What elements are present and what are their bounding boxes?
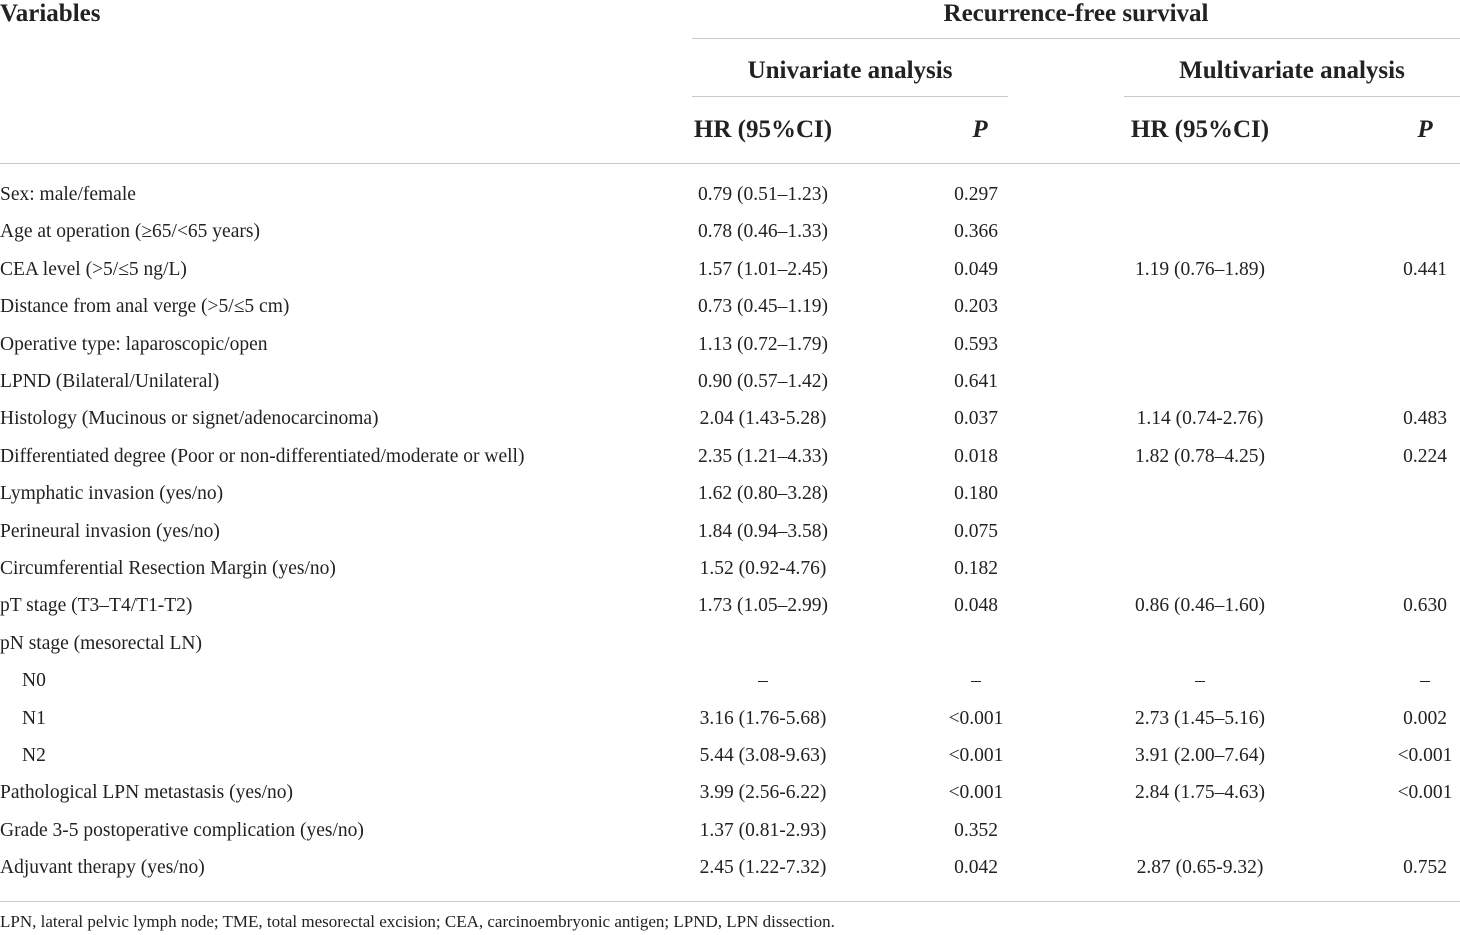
univariate-p-cell: –: [971, 670, 981, 692]
row-label: N0: [22, 670, 46, 692]
row-label: N2: [22, 745, 46, 766]
multivariate-p-cell: <0.001: [1397, 782, 1453, 804]
univariate-hr-cell: 2.04 (1.43-5.28): [699, 408, 827, 430]
row-label: Sex: male/female: [0, 184, 136, 205]
row-label: Distance from anal verge (>5/≤5 cm): [0, 296, 290, 318]
multivariate-hr-cell: 1.19 (0.76–1.89): [1135, 258, 1265, 280]
multivariate-hr-header: HR (95%CI): [1130, 116, 1270, 143]
univariate-p-header: P: [972, 116, 988, 143]
row-label: N1: [22, 707, 46, 729]
row-label: pT stage (T3–T4/T1-T2): [0, 595, 193, 617]
table-row: [0, 858, 1460, 895]
multivariate-p-cell: <0.001: [1397, 745, 1453, 766]
group-header: Recurrence-free survival: [943, 0, 1209, 27]
footnote: LPN, lateral pelvic lymph node; TME, total mesorectal excision; CEA, carcinoembryonic antigen; LPND, LPN dissection.: [0, 912, 835, 931]
row-label: Perineural invasion (yes/no): [0, 520, 220, 542]
univariate-hr-cell: 0.90 (0.57–1.42): [698, 371, 828, 392]
multivariate-hr-cell: –: [1195, 670, 1205, 692]
univariate-hr-cell: 2.35 (1.21–4.33): [698, 445, 828, 467]
table-row: [0, 821, 1460, 858]
univariate-hr-cell: 1.57 (1.01–2.45): [698, 258, 828, 280]
multivariate-p-cell: 0.752: [1403, 857, 1447, 879]
table-row: [0, 783, 1460, 820]
row-label: Lymphatic invasion (yes/no): [0, 483, 224, 505]
univariate-p-cell: 0.182: [954, 558, 998, 579]
univariate-p-cell: 0.297: [954, 184, 998, 205]
univariate-p-cell: 0.018: [954, 445, 998, 467]
row-label: Grade 3-5 postoperative complication (yes/no): [0, 819, 364, 841]
table-row: [0, 522, 1460, 559]
table-row: [0, 260, 1460, 297]
univariate-hr-cell: 5.44 (3.08-9.63): [699, 745, 827, 766]
univariate-hr-cell: –: [758, 670, 768, 692]
univariate-p-cell: 0.049: [954, 258, 998, 280]
univariate-hr-cell: 1.62 (0.80–3.28): [698, 483, 828, 505]
multivariate-p-cell: 0.483: [1403, 408, 1447, 430]
row-label: Histology (Mucinous or signet/adenocarcinoma): [0, 408, 379, 430]
univariate-hr-cell: 1.13 (0.72–1.79): [698, 333, 828, 355]
table-row: [0, 746, 1460, 783]
univariate-p-cell: <0.001: [948, 707, 1004, 729]
row-label: pN stage (mesorectal LN): [0, 632, 202, 654]
table-row: [0, 671, 1460, 708]
table-bottom-rule: [0, 901, 1460, 902]
row-label: Differentiated degree (Poor or non-differentiated/moderate or well): [0, 445, 525, 467]
multivariate-p-cell: –: [1420, 670, 1430, 692]
univariate-rule: [692, 96, 1008, 97]
table-row: [0, 222, 1460, 259]
univariate-p-cell: <0.001: [948, 782, 1004, 804]
table-row: [0, 484, 1460, 521]
univariate-hr-cell: 1.37 (0.81-2.93): [699, 819, 827, 841]
multivariate-hr-cell: 3.91 (2.00–7.64): [1135, 745, 1265, 766]
table-row: [0, 447, 1460, 484]
table-row: [0, 709, 1460, 746]
row-label: Operative type: laparoscopic/open: [0, 333, 268, 355]
table-row: [0, 297, 1460, 334]
univariate-p-cell: 0.352: [954, 819, 998, 841]
multivariate-p-header: P: [1417, 116, 1433, 143]
multivariate-p-cell: 0.224: [1403, 445, 1447, 467]
multivariate-p-cell: 0.441: [1403, 258, 1447, 280]
univariate-hr-cell: 3.16 (1.76-5.68): [699, 707, 827, 729]
variables-header: Variables: [0, 0, 101, 27]
univariate-p-cell: 0.593: [954, 333, 998, 355]
multivariate-rule: [1124, 96, 1460, 97]
row-label: Adjuvant therapy (yes/no): [0, 857, 205, 879]
row-label: Circumferential Resection Margin (yes/no): [0, 558, 336, 579]
row-label: LPND (Bilateral/Unilateral): [0, 371, 220, 392]
table-row: [0, 335, 1460, 372]
multivariate-p-cell: 0.002: [1403, 707, 1447, 729]
univariate-p-cell: <0.001: [948, 745, 1004, 766]
row-label: Age at operation (≥65/<65 years): [0, 221, 260, 243]
univariate-p-cell: 0.366: [954, 221, 998, 243]
univariate-hr-cell: 1.52 (0.92-4.76): [699, 558, 827, 579]
multivariate-hr-cell: 1.14 (0.74-2.76): [1136, 408, 1264, 430]
univariate-p-cell: 0.048: [954, 595, 998, 617]
group-rule: [692, 38, 1460, 39]
univariate-hr-cell: 3.99 (2.56-6.22): [699, 782, 827, 804]
univariate-p-cell: 0.641: [954, 371, 998, 392]
univariate-hr-cell: 2.45 (1.22-7.32): [699, 857, 827, 879]
multivariate-hr-cell: 0.86 (0.46–1.60): [1135, 595, 1265, 617]
univariate-header: Univariate analysis: [747, 57, 953, 84]
row-label: CEA level (>5/≤5 ng/L): [0, 258, 187, 280]
multivariate-header: Multivariate analysis: [1179, 57, 1405, 84]
multivariate-hr-cell: 2.73 (1.45–5.16): [1135, 707, 1265, 729]
univariate-hr-cell: 1.84 (0.94–3.58): [698, 520, 828, 542]
univariate-p-cell: 0.203: [954, 296, 998, 318]
table-row: [0, 634, 1460, 671]
multivariate-hr-cell: 2.84 (1.75–4.63): [1135, 782, 1265, 804]
header-bottom-rule: [0, 163, 1460, 164]
univariate-hr-cell: 0.79 (0.51–1.23): [698, 184, 828, 205]
univariate-hr-cell: 1.73 (1.05–2.99): [698, 595, 828, 617]
univariate-p-cell: 0.037: [954, 408, 998, 430]
univariate-p-cell: 0.042: [954, 857, 998, 879]
table-row: [0, 596, 1460, 633]
multivariate-p-cell: 0.630: [1403, 595, 1447, 617]
univariate-p-cell: 0.180: [954, 483, 998, 505]
row-label: Pathological LPN metastasis (yes/no): [0, 782, 293, 804]
multivariate-hr-cell: 1.82 (0.78–4.25): [1135, 445, 1265, 467]
table-row: [0, 372, 1460, 409]
univariate-hr-cell: 0.73 (0.45–1.19): [698, 296, 828, 318]
table-row: [0, 559, 1460, 596]
table-row: [0, 185, 1460, 222]
multivariate-hr-cell: 2.87 (0.65-9.32): [1136, 857, 1264, 879]
univariate-hr-cell: 0.78 (0.46–1.33): [698, 221, 828, 243]
univariate-hr-header: HR (95%CI): [693, 116, 833, 143]
univariate-p-cell: 0.075: [954, 520, 998, 542]
table-row: [0, 409, 1460, 446]
